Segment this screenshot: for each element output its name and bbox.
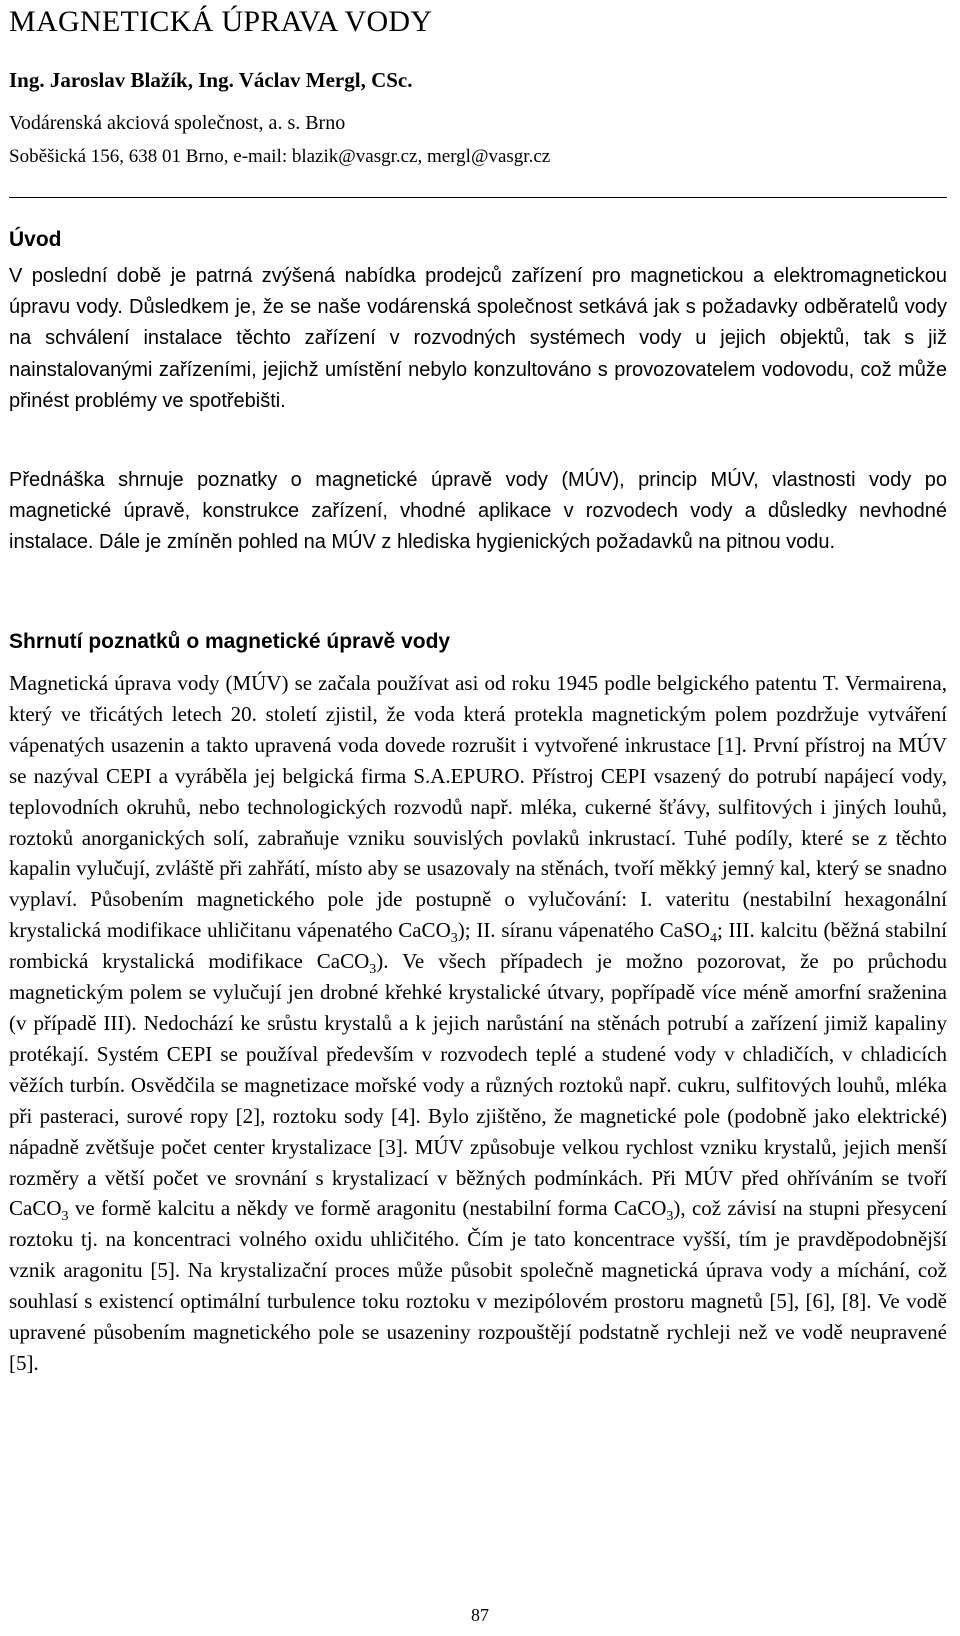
title-rest: AGNETICKÁ ÚPRAVA VODY	[35, 5, 433, 38]
intro-paragraph-2: Přednáška shrnuje poznatky o magnetické úpravě vody (MÚV), princip MÚV, vlastnosti vody po magnetické úpravě, konstrukce zařízení, vhodné aplikace v rozvodech vody a důsledky nevhodné instalace. Dále je zmíněn pohled na MÚV z hlediska hygienických požadavků na pitnou vodu.	[9, 469, 947, 554]
section-heading-intro: Úvod	[9, 228, 62, 251]
subscript: 3	[61, 1209, 69, 1225]
subscript: 3	[450, 931, 458, 947]
header-divider	[9, 197, 947, 198]
subscript: 4	[709, 931, 717, 947]
summary-text-1: Magnetická úprava vody (MÚV) se začala používat asi od roku 1945 podle belgického patentu T. Vermairena, který ve třicátých letech 20. století zjistil, že voda která protekla magnetickým polem pozdržuje vytváření vápenatých usazenin a takto upravená voda dovede rozrušit i vytvořené inkrustace [1]. První přístroj na MÚV se nazýval CEPI a vyráběla jej belgická firma S.A.EPURO. Přístroj CEPI vsazený do potrubí napájecí vody, teplovodních okruhů, nebo technologických rozvodů např. mléka, cukerné šťávy, sulfitových i jiných louhů, roztoků anorganických solí, zabraňuje vzniku souvislých povlaků inkrustací. Tuhé podíly, které se z těchto kapalin vylučují, zvláště při zahřátí, místo aby se usazovaly na stěnách, tvoří měkký jemný kal, který se snadno vyplaví. Působením magnetického pole jde postupně o vylučování: I. vateritu (nestabilní hexagonální krystalická modifikace uhličitanu vápenatého CaCO	[9, 671, 947, 943]
authors: Ing. Jaroslav Blažík, Ing. Václav Mergl, CSc.	[9, 68, 413, 92]
summary-text-6: ), což závisí na stupni přesycení roztoku tj. na koncentraci volného oxidu uhličitého. Čím je tato koncentrace vyšší, tím je pravděpodobnější vznik aragonitu [5]. Na krystalizační proces může působit společně magnetická úprava vody a míchání, což souhlasí s existencí optimální turbulence toku roztoku v mezipólovém prostoru magnetů [5], [6], [8]. Ve vodě upravené působením magnetického pole se usazeniny rozpouštějí podstatně rychleji než ve vodě neupravené [5].	[9, 1196, 947, 1375]
section-heading-summary: Shrnutí poznatků o magnetické úpravě vody	[9, 630, 451, 653]
paper-title	[9, 2, 432, 42]
summary-text-4: ). Ve všech případech je možno pozorovat, že po průchodu magnetickým polem se vylučují jen drobné křehké krystalické útvary, popřípadě více méně amorfní sraženina (v případě III). Nedochází ke srůstu krystalů a k jejich narůstání na stěnách potrubí a zařízení jimiž kapaliny protékají. Systém CEPI se používal především v rozvodech teplé a studené vody v chladičích, v chladicích věžích turbín. Osvědčila se magnetizace mořské vody a různých roztoků např. cukru, sulfitových louhů, mléka při pasteraci, surové ropy [2], roztoku sody [4]. Bylo zjištěno, že magnetické pole (podobně jako elektrické) nápadně zvětšuje počet center krystalizace [3]. MÚV způsobuje velkou rychlost vzniku krystalů, jejich menší rozměry a větší počet ve srovnání s krystalizací v běžných podmínkách. Při MÚV před ohříváním se tvoří CaCO	[9, 949, 947, 1221]
subscript: 3	[369, 962, 377, 978]
page-number: 87	[471, 1605, 489, 1625]
title-initial: M	[9, 5, 36, 38]
summary-text-3: ; III. kalcitu (běžná stabilní rombická krystalická modifikace CaCO	[9, 918, 947, 974]
summary-paragraph	[9, 668, 947, 1379]
address-line: Soběšická 156, 638 01 Brno, e-mail: blazik@vasgr.cz, mergl@vasgr.cz	[9, 146, 551, 167]
organization: Vodárenská akciová společnost, a. s. Brno	[9, 112, 346, 134]
subscript: 3	[666, 1209, 674, 1225]
summary-text-2: ); II. síranu vápenatého CaSO	[457, 918, 710, 943]
summary-text-5: ve formě kalcitu a někdy ve formě aragonitu (nestabilní forma CaCO	[68, 1196, 667, 1221]
intro-paragraph-1: V poslední době je patrná zvýšená nabídka prodejců zařízení pro magnetickou a elektromagnetickou úpravu vody. Důsledkem je, že se naše vodárenská společnost setkává jak s požadavky odběratelů vody na schválení instalace těchto zařízení v rozvodných systémech vody u jejich objektů, tak s již nainstalovanými zařízeními, jejichž umístění nebylo konzultováno s provozovatelem vodovodu, což může přinést problémy ve spotřebišti.	[9, 265, 947, 412]
